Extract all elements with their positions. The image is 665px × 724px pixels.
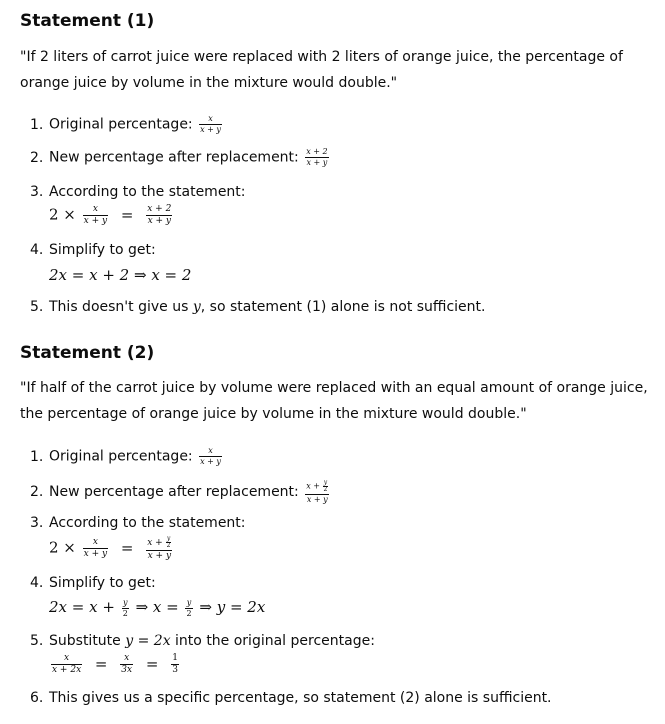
equation: 2 × $\frac{x}{x + y}$ = $\frac{x + 2}{x + y}$: [49, 204, 172, 226]
list-text: According to the statement:: [49, 184, 246, 200]
fraction: $\frac{x}{x + y}$: [83, 204, 108, 226]
fraction: $\frac{1}{3}$: [172, 653, 178, 675]
equation: 2x = x + 2 ⇒ x = 2: [49, 266, 192, 284]
list-text: New percentage after replacement:: [49, 149, 299, 166]
list-text: , so statement (1) alone is not sufficient.: [200, 299, 486, 315]
list-number: 3.: [30, 515, 44, 531]
fraction: $\frac{y}{2}$: [122, 597, 128, 618]
equation: 2 × $\frac{x}{x + y}$ = x + $\frac{y}{2}$ x + y: [49, 535, 172, 561]
list-number: 2.: [30, 149, 44, 166]
list-text: Simplify to get:: [49, 575, 156, 591]
fraction: $\frac{x}{x + 2x}$: [52, 653, 82, 675]
fraction: x + $\frac{y}{2}$ x + y: [147, 535, 172, 561]
list-number: 3.: [30, 184, 44, 200]
list-item: [30, 575, 156, 591]
list-item: [30, 447, 224, 466]
list-number: 5.: [30, 633, 44, 649]
fraction: $\frac{y}{2}$: [186, 597, 192, 618]
fraction: x + $\frac{y}{2}$ x + y: [306, 479, 328, 504]
list-item: [30, 115, 224, 134]
list-number: 4.: [30, 575, 44, 591]
statement-1-quote: "If 2 liters of carrot juice were replaced with 2 liters of orange juice, the percentage of orange juice by volume in the mixture would double.": [20, 49, 623, 91]
list-item: [30, 242, 156, 258]
math-variable: y: [192, 299, 201, 315]
equation: $\frac{x}{x + 2x}$ = $\frac{x}{3x}$ = $\frac{1}{3}$: [52, 653, 178, 675]
fraction: $\frac{x + 2}{x + y}$: [306, 147, 328, 167]
fraction: $\frac{x}{x + y}$: [200, 446, 221, 466]
list-item: [30, 690, 552, 706]
list-number: 6.: [30, 690, 44, 706]
list-item: [30, 184, 246, 200]
statement-2-heading: Statement (2): [20, 343, 155, 363]
list-text: Original percentage:: [49, 116, 193, 133]
list-text: This doesn't give us: [49, 299, 189, 315]
list-number: 2.: [30, 484, 44, 500]
list-text: Simplify to get:: [49, 242, 156, 258]
list-number: 1.: [30, 116, 44, 133]
list-item: [30, 148, 331, 167]
fraction: $\frac{x + 2}{x + y}$: [147, 204, 172, 226]
fraction: $\frac{x}{x + y}$: [200, 114, 221, 134]
statement-1-heading: Statement (1): [20, 11, 155, 31]
equation: 2x = x + $\frac{y}{2}$ ⇒ x = $\frac{y}{2}$ ⇒ y = 2x: [49, 597, 266, 618]
list-number: 4.: [30, 242, 44, 258]
list-item: [30, 299, 485, 315]
list-text: New percentage after replacement:: [49, 484, 299, 500]
list-text: Substitute: [49, 633, 121, 649]
list-text: into the original percentage:: [175, 633, 375, 649]
fraction: $\frac{x}{3x}$: [121, 653, 133, 675]
fraction: $\frac{x}{x + y}$: [83, 537, 108, 559]
list-item: [30, 480, 331, 504]
list-text: According to the statement:: [49, 515, 246, 531]
list-text: Original percentage:: [49, 448, 193, 465]
list-number: 1.: [30, 448, 44, 465]
list-text: This gives us a specific percentage, so statement (2) alone is sufficient.: [49, 690, 552, 706]
math-expression: y = 2x: [125, 633, 171, 649]
list-item: [30, 633, 375, 649]
list-item: [30, 515, 246, 531]
list-number: 5.: [30, 299, 44, 315]
statement-2-quote: "If half of the carrot juice by volume were replaced with an equal amount of orange juice, the percentage of orange juice by volume in the mixture would double.": [20, 380, 648, 422]
